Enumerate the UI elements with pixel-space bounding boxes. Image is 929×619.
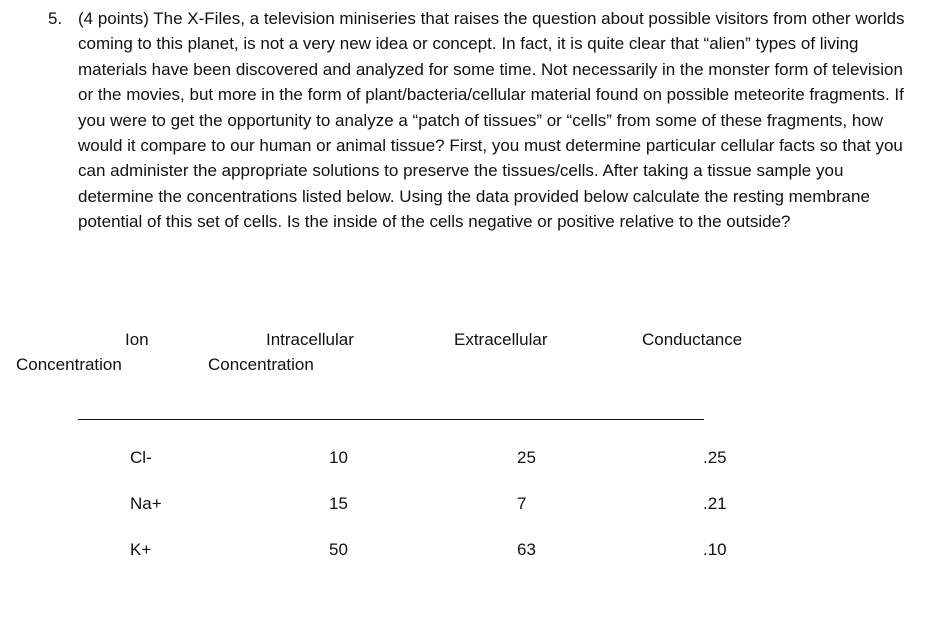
row-conductance: .10 — [703, 540, 727, 559]
row-conductance: .21 — [703, 494, 727, 513]
question-text: (4 points) The X-Files, a television miniseries that raises the question about possible visitors from other worlds coming to this planet, is not a very new idea or concept. In fact, it is quite clear that “alien” types of living materials have been discovered and analyzed for some time. Not necessarily in the monster form of television or the movies, but more in the form of plant/bacteria/cellular material found on possible meteorite fragments. If you were to get the opportunity to analyze a “patch of tissues” or “cells” from some of these fragments, how would it compare to our human or animal tissue? First, you must determine particular cellular facts so that you can administer the appropriate solutions to preserve the tissues/cells. After taking a tissue sample you determine the concentrations listed below. Using the data provided below calculate the resting membrane potential of this set of cells. Is the inside of the cells negative or positive relative to the outside? — [78, 9, 905, 232]
row-ion: K+ — [130, 540, 152, 559]
row-ion: Na+ — [130, 494, 162, 513]
header-extracellular: Extracellular — [454, 330, 548, 349]
header-conductance: Conductance — [642, 330, 743, 349]
table-rule — [78, 419, 704, 420]
question-number: 5. — [48, 9, 63, 28]
row-extracellular: 7 — [517, 494, 527, 513]
header-concentration-mid: Concentration — [208, 355, 314, 374]
row-conductance: .25 — [703, 448, 727, 467]
header-ion: Ion — [125, 330, 149, 349]
header-concentration-left: Concentration — [16, 355, 122, 374]
row-intracellular: 10 — [329, 448, 348, 467]
row-extracellular: 25 — [517, 448, 536, 467]
row-intracellular: 50 — [329, 540, 348, 559]
header-intracellular: Intracellular — [266, 330, 354, 349]
row-extracellular: 63 — [517, 540, 536, 559]
row-ion: Cl- — [130, 448, 152, 467]
row-intracellular: 15 — [329, 494, 348, 513]
